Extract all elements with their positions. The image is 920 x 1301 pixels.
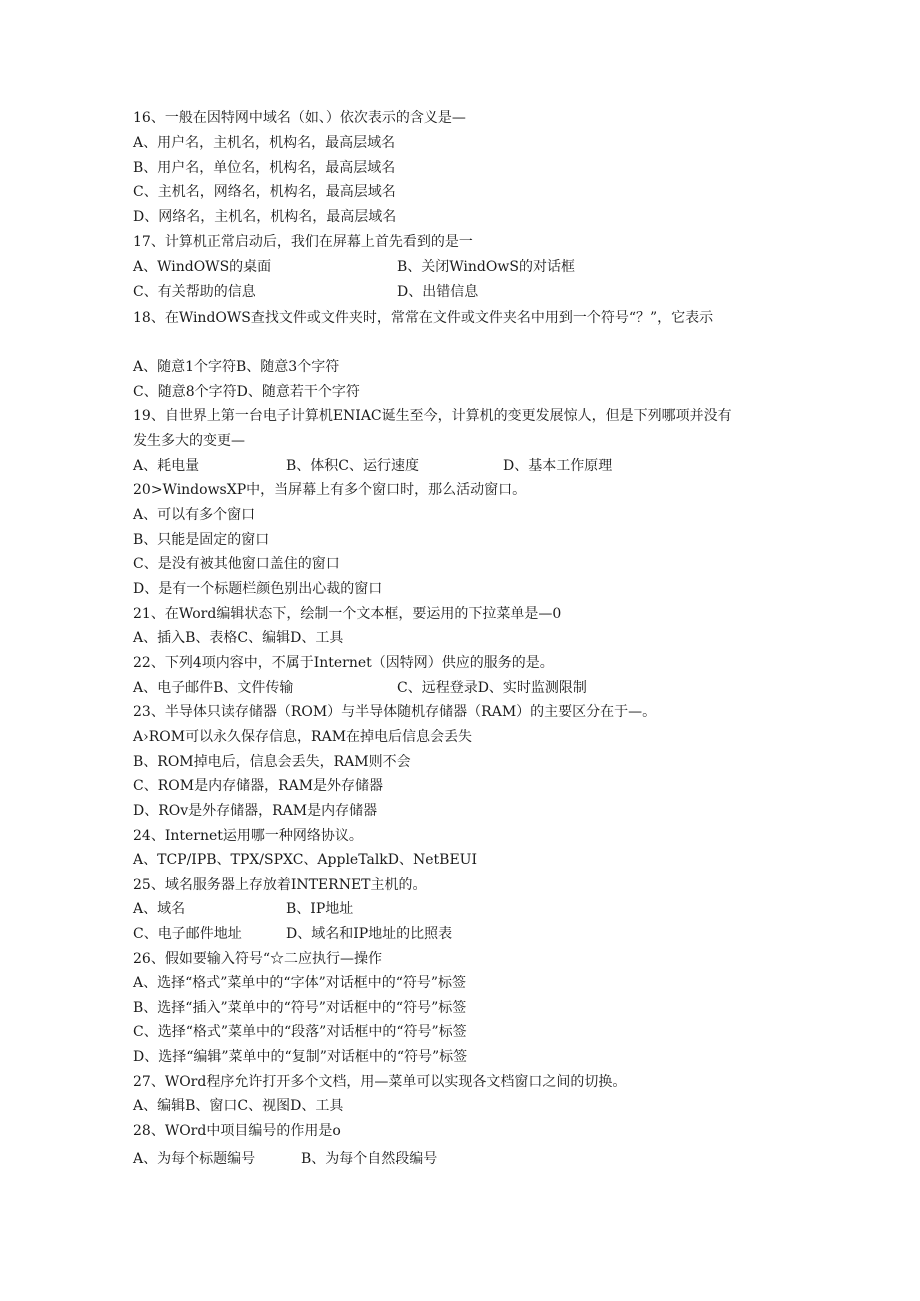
question-20: 20>WindowsXP中，当屏幕上有多个窗口时，那么活动窗口。 <box>133 482 527 498</box>
option-d: D、出错信息 <box>397 284 479 300</box>
option-b: B、为每个自然段编号 <box>301 1151 438 1167</box>
option-d: D、ROv是外存储器，RAM是内存储器 <box>133 803 378 819</box>
option-d: D、基本工作原理 <box>503 458 613 474</box>
option-d: D、网络名，主机名，机构名，最高层域名 <box>133 209 397 225</box>
option-b: B、IP地址 <box>286 901 354 917</box>
option-b: B、关闭WindOwS的对话框 <box>397 259 575 275</box>
question-28: 28、WOrd中项目编号的作用是o <box>133 1123 341 1139</box>
option-a: A、WindOWS的桌面 <box>133 259 272 275</box>
option-bc: B、体积C、运行速度 <box>286 458 419 474</box>
question-22: 22、下列4项内容中，不属于Internet（因特网）供应的服务的是。 <box>133 655 554 671</box>
option-b: B、选择“插入”菜单中的“符号”对话框中的“符号”标签 <box>133 1000 467 1016</box>
option-ab: A、电子邮件B、文件传输 <box>133 680 294 696</box>
option-b: B、只能是固定的窗口 <box>133 532 270 548</box>
option-cd: C、随意8个字符D、随意若干个字符 <box>133 384 360 400</box>
question-21: 21、在Word编辑状态下，绘制一个文本框，要运用的下拉菜单是—0 <box>133 606 562 622</box>
option-a: A›ROM可以永久保存信息，RAM在掉电后信息会丢失 <box>133 729 473 745</box>
option-d: D、域名和IP地址的比照表 <box>286 926 453 942</box>
option-b: B、ROM掉电后，信息会丢失，RAM则不会 <box>133 754 411 770</box>
question-19: 19、自世界上第一台电子计算机ENIAC诞生至今，计算机的变更发展惊人，但是下列哪项并没有 <box>133 408 732 424</box>
option-a: A、用户名，主机名，机构名，最高层域名 <box>133 135 396 151</box>
option-a: A、选择“格式”菜单中的“字体”对话框中的“符号”标签 <box>133 975 467 991</box>
question-27: 27、WOrd程序允许打开多个文档，用—菜单可以实现各文档窗口之间的切换。 <box>133 1074 627 1090</box>
option-c: C、有关帮助的信息 <box>133 284 256 300</box>
option-c: C、是没有被其他窗口盖住的窗口 <box>133 556 340 572</box>
question-18: 18、在WindOWS查找文件或文件夹时，常常在文件或文件夹名中用到一个符号“？”，它表示 <box>133 310 714 326</box>
question-19-cont: 发生多大的变更— <box>133 433 245 449</box>
option-c: C、ROM是内存储器，RAM是外存储器 <box>133 778 384 794</box>
option-a: A、域名 <box>133 901 186 917</box>
option-d: D、是有一个标题栏颜色别出心裁的窗口 <box>133 581 383 597</box>
option-cd: C、远程登录D、实时监测限制 <box>397 680 587 696</box>
option-c: C、电子邮件地址 <box>133 926 242 942</box>
option-a: A、为每个标题编号 <box>133 1151 256 1167</box>
options: A、TCP/IPB、TPX/SPXC、AppleTalkD、NetBEUI <box>133 852 477 868</box>
options: A、插入B、表格C、编辑D、工具 <box>133 630 344 646</box>
question-26: 26、假如要输入符号“☆二应执行—操作 <box>133 951 382 967</box>
option-c: C、选择“格式”菜单中的“段落”对话框中的“符号”标签 <box>133 1024 467 1040</box>
option-a: A、耗电量 <box>133 458 200 474</box>
question-25: 25、域名服务器上存放着INTERNET主机的。 <box>133 877 427 893</box>
option-c: C、主机名，网络名，机构名，最高层域名 <box>133 184 396 200</box>
question-23: 23、半导体只读存储器（ROM）与半导体随机存储器（RAM）的主要区分在于—。 <box>133 704 657 720</box>
options: A、编辑B、窗口C、视图D、工具 <box>133 1098 344 1114</box>
option-d: D、选择“编辑”菜单中的“复制”对话框中的“符号”标签 <box>133 1049 468 1065</box>
option-a: A、可以有多个窗口 <box>133 507 256 523</box>
question-24: 24、Internet运用哪一种网络协议。 <box>133 828 363 844</box>
question-17: 17、计算机正常启动后，我们在屏幕上首先看到的是一 <box>133 234 473 250</box>
option-ab: A、随意1个字符B、随意3个字符 <box>133 359 340 375</box>
option-b: B、用户名，单位名，机构名，最高层域名 <box>133 160 396 176</box>
question-16: 16、一般在因特网中域名（如、）依次表示的含义是— <box>133 110 466 126</box>
